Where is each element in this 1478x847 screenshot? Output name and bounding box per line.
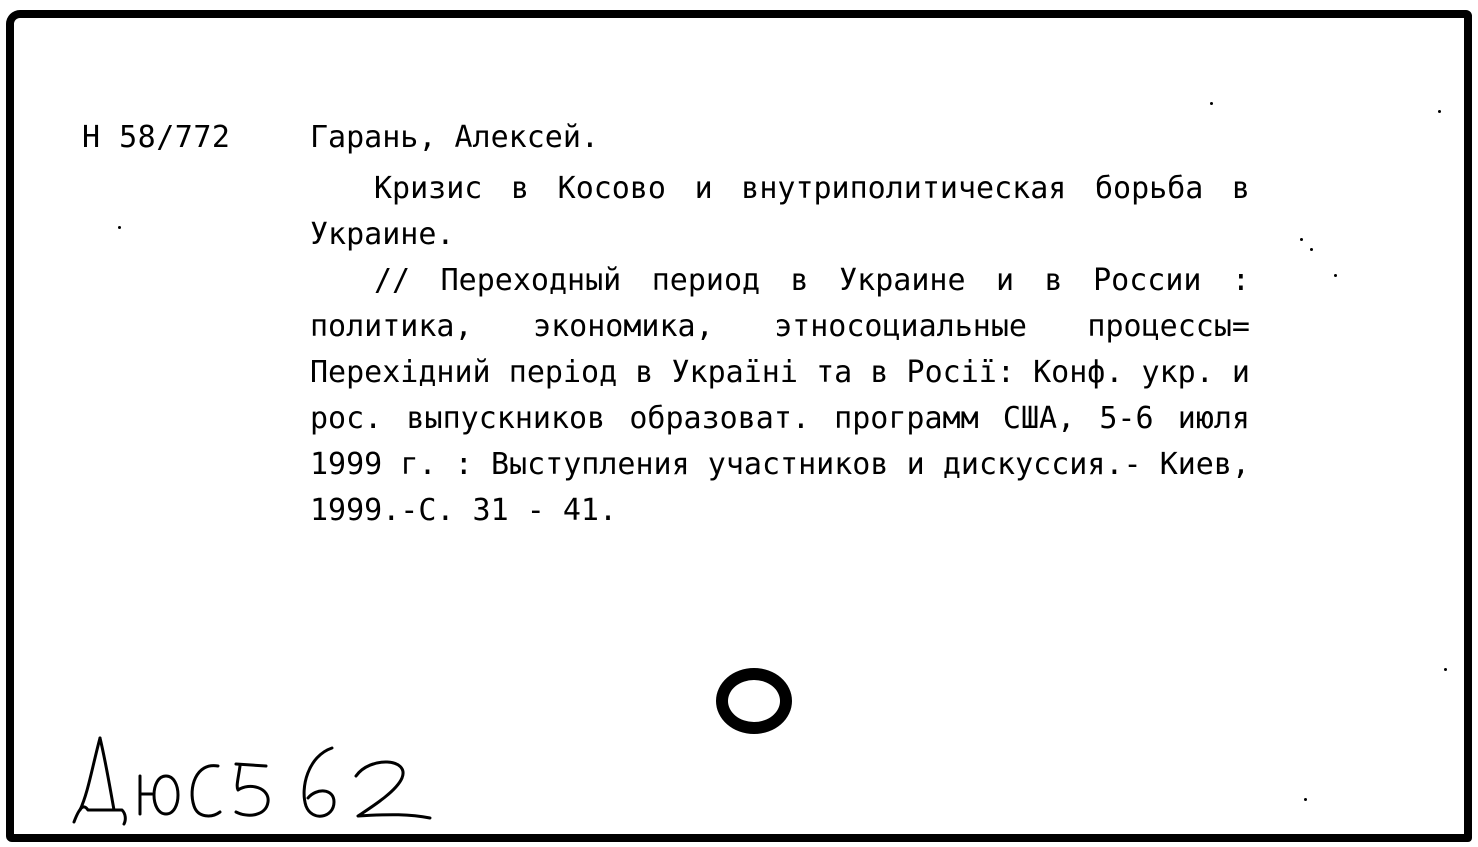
dust-speck (1438, 110, 1441, 113)
dust-speck (1300, 238, 1303, 241)
author-heading: Гарань, Алексей. (310, 120, 599, 155)
shelfmark: Н 58/772 (82, 120, 231, 155)
handwritten-inventory-number (70, 718, 440, 828)
description-block (310, 166, 1250, 534)
dust-speck (1304, 798, 1307, 801)
dust-speck (1444, 668, 1447, 671)
source-paragraph: // Переходный период в Украине и в России : политика, экономика, этносоциальные процессы= Перехідний період в Україні та в Росії: Конф. укр. и рос. выпускников образоват. программ США, 5-6 июля 1999 г. : Выступления участников и дискуссия.- Киев, 1999.-С. 31 - 41. (310, 263, 1250, 528)
dust-speck (1210, 102, 1213, 105)
title-paragraph: Кризис в Косово и внутриполитическая борьба в Украине. (310, 171, 1250, 252)
punch-hole (716, 668, 792, 734)
catalog-card (6, 10, 1472, 842)
dust-speck (1310, 248, 1313, 251)
dust-speck (118, 226, 121, 229)
dust-speck (1334, 274, 1337, 277)
